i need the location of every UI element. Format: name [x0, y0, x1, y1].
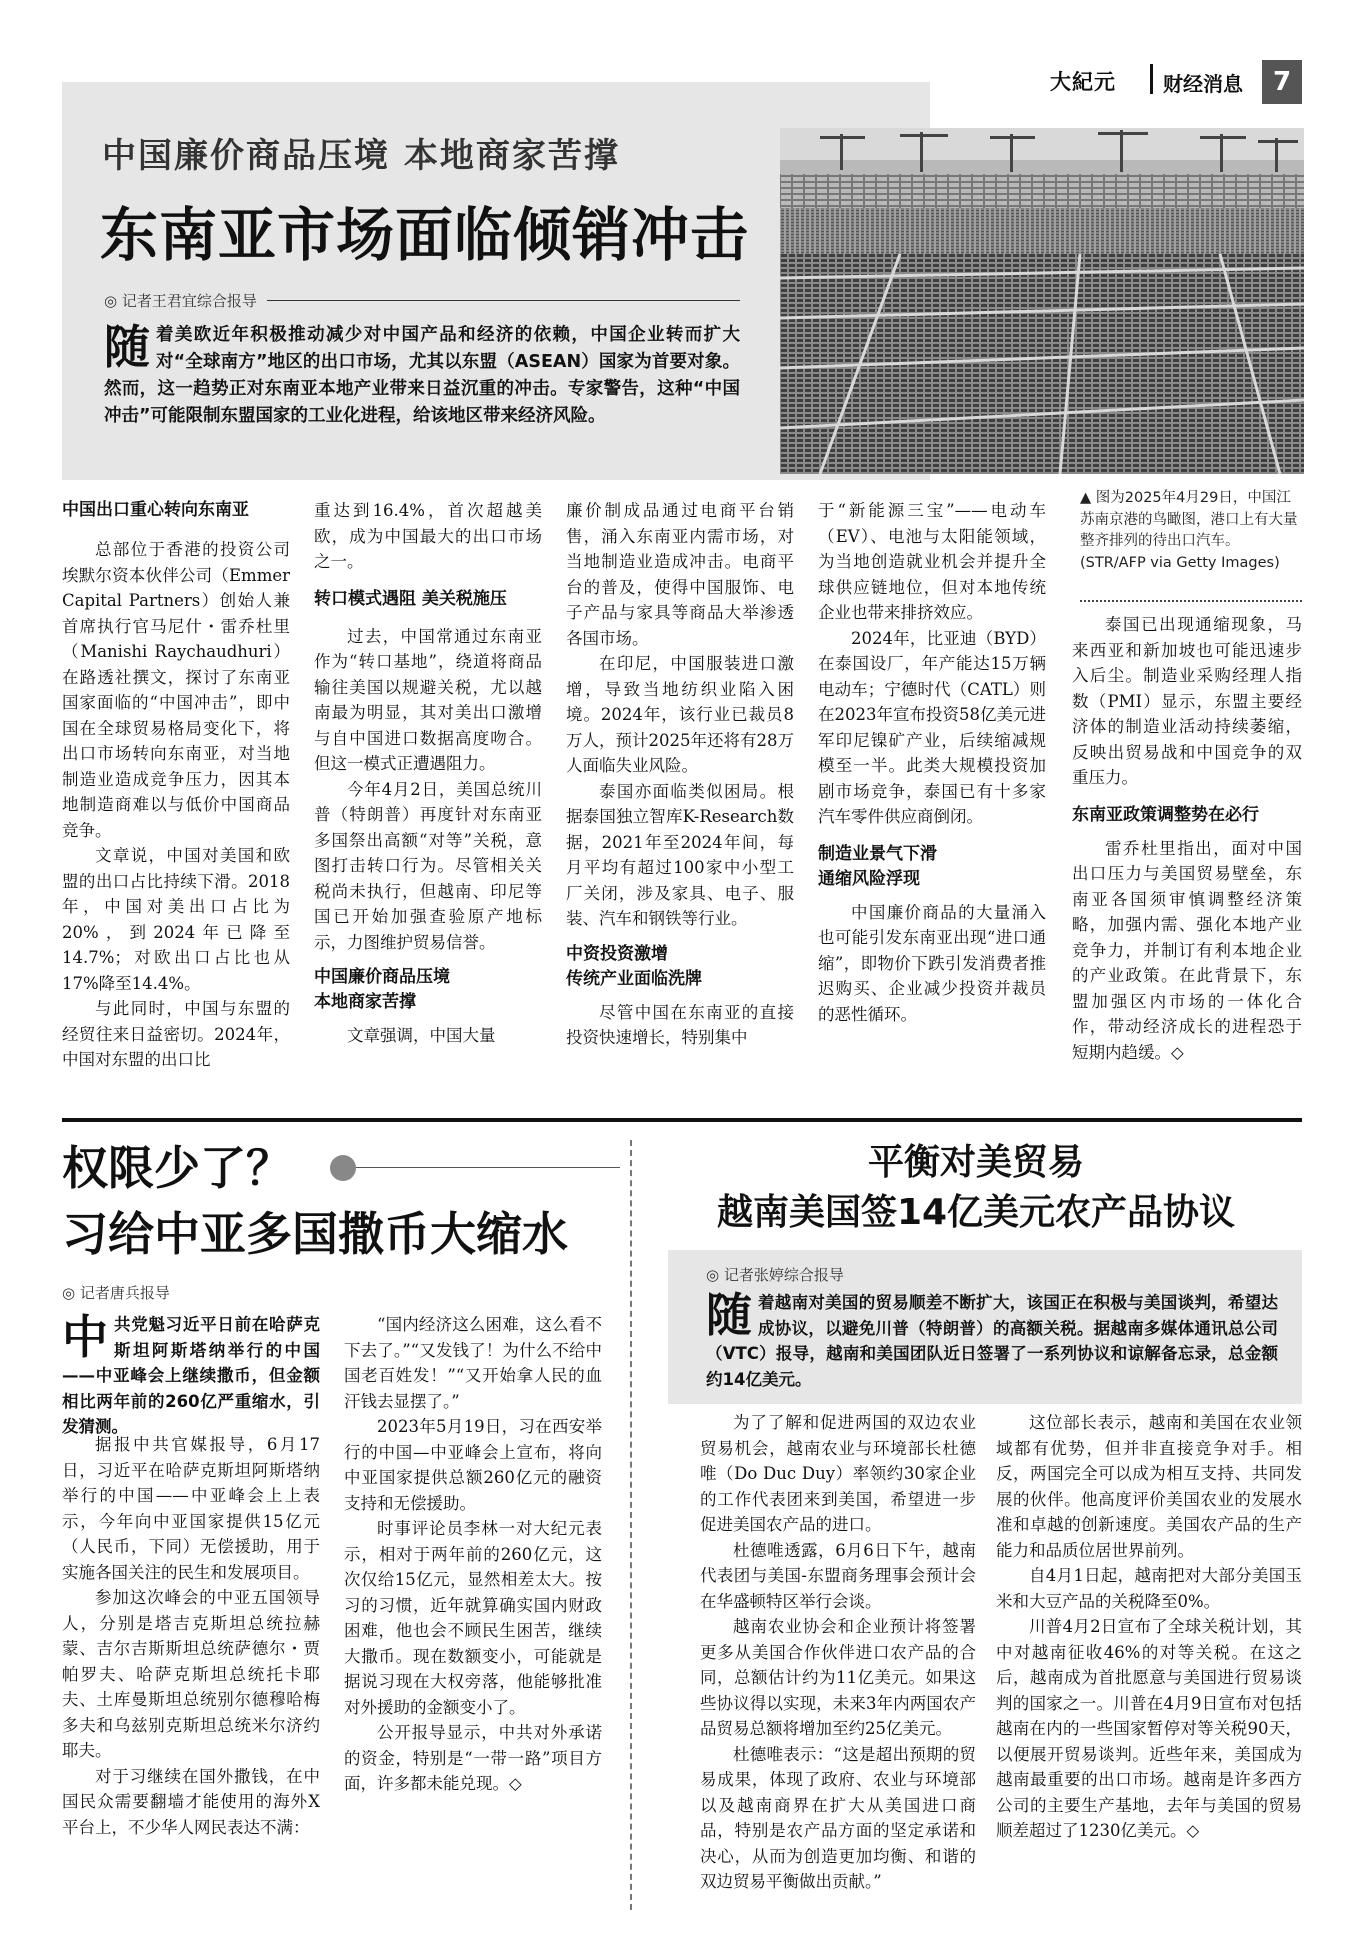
article1-column-5 [1072, 612, 1302, 1065]
article2-c2-p2: 2023年5月19日，习在西安举行的中国—中亚峰会上宣布，将向中亚国家提供总额260亿元的融资支持和无偿援助。 [344, 1417, 602, 1513]
article1-column-4 [818, 498, 1046, 1027]
article2-c2-p1: “国内经济这么困难，这么看不下去了。”“又发钱了！为什么不给中国老百姓发！”“又开始拿人民的血汗钱去显摆了。” [344, 1315, 602, 1411]
column-divider [630, 1140, 632, 1910]
masthead-logo: 大紀元 [1050, 69, 1116, 94]
article1-title: 东南亚市场面临倾销冲击 [100, 201, 750, 269]
article1-c2-p4: 文章强调，中国大量 [347, 1026, 496, 1045]
byline-rule [267, 300, 740, 301]
article3-c1-p3: 越南农业协会和企业预计将签署更多从美国合作伙伴进口农产品的合同，总额估计约为11亿美元。如果这些协议得以实现，未来3年内两国农产品贸易总额将增加至约25亿美元。 [700, 1617, 976, 1738]
title-dot-icon [330, 1155, 356, 1181]
title-rule [356, 1167, 620, 1168]
article3-lead [706, 1290, 1278, 1392]
article2-lead [62, 1312, 320, 1440]
article2-lead-text: 共党魁习近平日前在哈萨克斯坦阿斯塔纳举行的中国——中亚峰会上继续撒币，但金额相比两年前的260亿严重缩水，引发猜测。 [62, 1315, 320, 1436]
page-number: 7 [1262, 60, 1302, 104]
article1-c5-p1: 泰国已出现通缩现象，马来西亚和新加坡也可能迅速步入后尘。制造业采购经理人指数（PMI）显示，东盟主要经济体的制造业活动持续萎缩，反映出贸易战和中国竞争的双重压力。 [1072, 615, 1302, 787]
heading-policy-adjustment: 东南亚政策调整势在必行 [1072, 804, 1259, 825]
article1-c3-p2: 在印尼，中国服装进口激增，导致当地纺织业陷入困境。2024年，该行业已裁员8万人，预计2025年还将有28万人面临失业风险。 [566, 654, 794, 775]
port-image [780, 128, 1304, 474]
article3-title-line1: 平衡对美贸易 [867, 1142, 1084, 1183]
article2-c1-p3: 对于习继续在国外撒钱，在中国民众需要翻墙才能使用的海外X平台上，不少华人网民表达不满： [62, 1766, 320, 1837]
article1-column-1 [62, 498, 290, 1073]
article1-c1-p3: 与此同时，中国与东盟的经贸往来日益密切。2024年，中国对东盟的出口比 [62, 999, 290, 1069]
article1-byline-row [104, 290, 740, 311]
article1-c3-p1: 廉价制成品通过电商平台销售，涌入东南亚内需市场，对当地制造业造成冲击。电商平台的普及，使得中国服饰、电子产品与家具等商品大举渗透各国市场。 [566, 501, 794, 648]
article2-column-1 [62, 1432, 320, 1840]
article1-subtitle: 中国廉价商品压境 本地商家苦撑 [102, 136, 620, 176]
article1-c2-p2: 过去，中国常通过东南亚作为“转口基地”，绕道将商品输往美国以规避关税，尤以越南最为明显，其对美出口激增与自中国进口数据高度吻合。但这一模式正遭遇阻力。 [314, 626, 542, 773]
article3-c1-p4: 杜德唯表示：“这是超出预期的贸易成果，体现了政府、农业与环境部以及越南商界在扩大从美国进口商品，特别是农产品方面的坚定承诺和决心，从而为创造更加均衡、和谐的双边贸易平衡做出贡献。” [700, 1744, 976, 1891]
photo-caption: ▲ 图为2025年4月29日，中国江苏南京港的鸟瞰图，港口上有大量整齐排列的待出口汽车。(STR/AFP via Getty Images) [1080, 490, 1298, 571]
port-photo [780, 128, 1304, 474]
heading-export-shift: 中国出口重心转向东南亚 [62, 500, 249, 520]
article1-byline: ◎ 记者王君宜综合报导 [104, 292, 257, 310]
article1-lead-text: 着美欧近年积极推动减少对中国产品和经济的依赖，中国企业转而扩大对“全球南方”地区的出口市场，尤其以东盟（ASEAN）国家为首要对象。然而，这一趋势正对东南亚本地产业带来日益沉重的冲击。专家警告，这种“中国冲击”可能限制东盟国家的工业化进程，给该地区带来经济风险。 [104, 325, 740, 426]
article3-c2-p2: 自4月1日起，越南把对大部分美国玉米和大豆产品的关税降至0%。 [996, 1566, 1302, 1611]
article3-title-line2: 越南美国签14亿美元农产品协议 [716, 1192, 1236, 1233]
article3-c2-p3: 川普4月2日宣布了全球关税计划，其中对越南征收46%的对等关税。在这之后，越南成为首批愿意与美国进行贸易谈判的国家之一。川普在4月9日宣布对包括越南在内的一些国家暂停对等关税90天，以便展开贸易谈判。近些年来，美国成为越南最重要的出口市场。越南是许多西方公司的主要生产基地，去年与美国的贸易顺差超过了1230亿美元。◇ [996, 1617, 1302, 1840]
article2-c2-p3: 时事评论员李林一对大纪元表示，相对于两年前的260亿元，这次仅给15亿元，显然相差太大。按习的习惯，近年就算确实国内财政困难，他也会不顾民生困苦，继续大撒币。现在数额变小，可能就是据说习现在大权旁落，他能够批准对外援助的金额变小了。 [344, 1519, 602, 1717]
article3-column-1 [700, 1410, 976, 1895]
article3-c2-p1: 这位部长表示，越南和美国在农业领域都有优势，但并非直接竞争对手。相反，两国完全可以成为相互支持、共同发展的伙伴。他高度评价美国农业的发展水准和卓越的创新速度。美国农产品的生产能力和品质位居世界前列。 [996, 1413, 1302, 1560]
article3-dropcap: 随 [706, 1288, 752, 1342]
section-divider [62, 1118, 1302, 1122]
article1-c3-p4: 尽管中国在东南亚的直接投资快速增长，特别集中 [566, 1002, 794, 1047]
article1-c4-p3: 中国廉价商品的大量涌入也可能引发东南亚出现“进口通缩”，即物价下跌引发消费者推迟购买、企业减少投资并裁员的恶性循环。 [818, 902, 1046, 1024]
article1-dropcap: 随 [104, 320, 150, 374]
article2-title-line2: 习给中亚多国撒币大缩水 [62, 1207, 568, 1261]
article2-c1-p1: 据报中共官媒报导，6月17日，习近平在哈萨克斯坦阿斯塔纳举行的中国——中亚峰会上上表示，今年向中亚国家提供15亿元（人民币，下同）无偿援助，用于实施各国关注的民生和发展项目。 [62, 1435, 320, 1582]
article1-c1-p1: 总部位于香港的投资公司埃默尔资本伙伴公司（Emmer Capital Partners）创始人兼首席执行官马尼什・雷乔杜里（Manishi Raychaudhuri）在路透社撰文，探讨了东南亚国家面临的“中国冲击”，即中国在全球贸易格局变化下，将出口市场转向东南亚，对当地制造业造成竞争压力，因其本地制造商难以与低价中国商品竞争。 [62, 540, 290, 840]
article1-column-3 [566, 498, 794, 1051]
article2-c2-p4: 公开报导显示，中共对外承诺的资金，特别是“一带一路”项目方面，许多都未能兑现。◇ [344, 1723, 602, 1793]
article3-c1-p2: 杜德唯透露，6月6日下午，越南代表团与美国-东盟商务理事会预计会在华盛顿特区举行会谈。 [700, 1540, 976, 1611]
article2-byline: ◎ 记者唐兵报导 [62, 1284, 170, 1302]
article2-c1-p2: 参加这次峰会的中亚五国领导人，分别是塔吉克斯坦总统拉赫蒙、吉尔吉斯斯坦总统萨德尔・贾帕罗夫、哈萨克斯坦总统托卡耶夫、土库曼斯坦总统别尔德穆哈梅多夫和乌兹别克斯坦总统米尔济约耶夫。 [62, 1588, 320, 1760]
heading-transshipment: 转口模式遇阻 美关税施压 [314, 588, 507, 609]
article1-c4-p1: 于“新能源三宝”——电动车（EV）、电池与太阳能领域，为当地创造就业机会并提升全球供应链地位，但对本地传统企业也带来排挤效应。 [818, 501, 1046, 622]
article2-title-line1: 权限少了？ [62, 1141, 292, 1195]
article2-column-2 [344, 1312, 602, 1797]
article1-c2-p1: 重达到16.4%，首次超越美欧，成为中国最大的出口市场之一。 [314, 501, 542, 571]
article1-lead [104, 322, 740, 430]
article1-c2-p3: 今年4月2日，美国总统川普（特朗普）再度针对东南亚多国祭出高额“对等”关税，意图打击转口行为。尽管相关关税尚未执行，但越南、印尼等国已开始加强查验原产地标示，力图维护贸易信誉。 [314, 779, 542, 952]
caption-divider [1080, 600, 1302, 602]
heading-deflation: 制造业景气下滑 通缩风险浮现 [818, 843, 937, 889]
article2-dropcap: 中 [62, 1310, 108, 1364]
article3-lead-text: 着越南对美国的贸易顺差不断扩大，该国正在积极与美国谈判，希望达成协议，以避免川普（特朗普）的高额关税。据越南多媒体通讯总公司（VTC）报导，越南和美国团队近日签署了一系列协议和谅解备忘录，总金额约14亿美元。 [706, 1293, 1278, 1389]
article3-c1-p1: 为了了解和促进两国的双边农业贸易机会，越南农业与环境部长杜德唯（Do Duc Duy）率领约30家企业的工作代表团来到美国，希望进一步促进美国农产品的进口。 [700, 1413, 976, 1534]
heading-cheap-goods: 中国廉价商品压境 本地商家苦撑 [314, 967, 450, 1012]
section-name: 财经消息 [1163, 72, 1243, 96]
article1-column-2 [314, 498, 542, 1049]
article3-column-2 [996, 1410, 1302, 1844]
article1-c1-p2: 文章说，中国对美国和欧盟的出口占比持续下滑。2018年，中国对美出口占比为20%，到2024年已降至14.7%；对欧出口占比也从17%降至14.4%。 [62, 846, 290, 993]
header-divider [1150, 64, 1153, 94]
article1-c4-p2: 2024年，比亚迪（BYD）在泰国设厂，年产能达15万辆电动车；宁德时代（CATL）则在2023年宣布投资58亿美元进军印尼镍矿产业，后续缩减规模至一半。此类大规模投资加剧市场竞争，泰国已有十多家汽车零件供应商倒闭。 [818, 628, 1046, 826]
article1-c5-p2: 雷乔杜里指出，面对中国出口压力与美国贸易壁垒，东南亚各国须审慎调整经济策略，加强内需、强化本地产业竞争力，并制订有利本地企业的产业政策。在此背景下，东盟加强区内市场的一体化合作，带动经济成长的进程恐于短期内趋缓。◇ [1072, 838, 1302, 1062]
article1-c3-p3: 泰国亦面临类似困局。根据泰国独立智库K-Research数据，2021年至2024年间，每月平均有超过100家中小型工厂关闭，涉及家具、电子、服装、汽车和钢铁等行业。 [566, 781, 794, 928]
article3-byline: ◎ 记者张婷综合报导 [706, 1266, 844, 1284]
heading-chinese-investment: 中资投资激增 传统产业面临洗牌 [566, 943, 702, 989]
